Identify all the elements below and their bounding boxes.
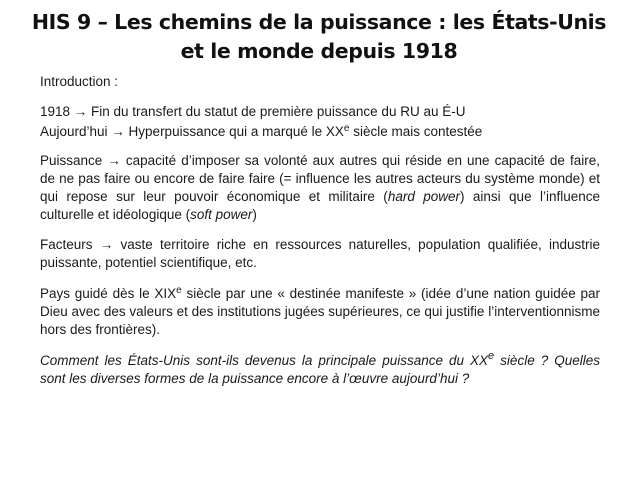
puissance-text-1: Puissance → capacité d’imposer sa volonté aux autres qui réside en une capacité de faire, de ne pas faire ou encore de faire faire (= influence les autres acteurs du système monde) et qui repose sur leur pouvoir économique et militaire ( xyxy=(40,153,600,204)
soft-power-term: soft power xyxy=(190,207,253,222)
title-line-2: et le monde depuis 1918 xyxy=(180,39,458,63)
puissance-definition xyxy=(40,152,600,224)
date-today-text: Aujourd’hui → Hyperpuissance qui a marqué le XX xyxy=(40,124,344,139)
hard-power-term: hard power xyxy=(387,189,460,204)
title-line-1: HIS 9 – Les chemins de la puissance : les États-Unis xyxy=(31,10,607,34)
slide-body xyxy=(40,73,600,388)
century-superscript: e xyxy=(488,350,495,362)
pays-text-2: siècle par une « destinée manifeste » (idée d’une nation guidée par Dieu avec des valeurs et des institutions jugées supérieures, ce qui justifie l’interventionnisme hors des frontières). xyxy=(40,286,600,337)
date-1918: 1918 → Fin du transfert du statut de première puissance du RU au É-U xyxy=(40,104,466,119)
century-superscript: e xyxy=(176,285,182,296)
pays-paragraph xyxy=(40,285,600,339)
intro-label: Introduction : xyxy=(40,74,119,89)
puissance-text-3: ) xyxy=(252,207,257,222)
question-text-1: Comment les États-Unis sont-ils devenus la principale puissance du XX xyxy=(40,353,489,368)
facteurs-paragraph: Facteurs → vaste territoire riche en ressources naturelles, population qualifiée, industrie puissante, potentiel scientifique, etc. xyxy=(40,237,600,270)
problematique-question xyxy=(40,352,600,388)
puissance-text-2: ) ainsi que l’influence culturelle et idéologique ( xyxy=(40,189,601,222)
century-superscript: e xyxy=(343,123,350,134)
question-text-2: siècle ? Quelles sont les diverses formes de la puissance encore à l’œuvre aujourd’hui ? xyxy=(40,353,600,386)
slide-title xyxy=(30,8,608,66)
date-today xyxy=(40,122,600,142)
dates-block xyxy=(40,102,600,142)
date-today-text-end: siècle mais contestée xyxy=(349,124,483,139)
pays-text-1: Pays guidé dès le XIX xyxy=(40,286,177,301)
